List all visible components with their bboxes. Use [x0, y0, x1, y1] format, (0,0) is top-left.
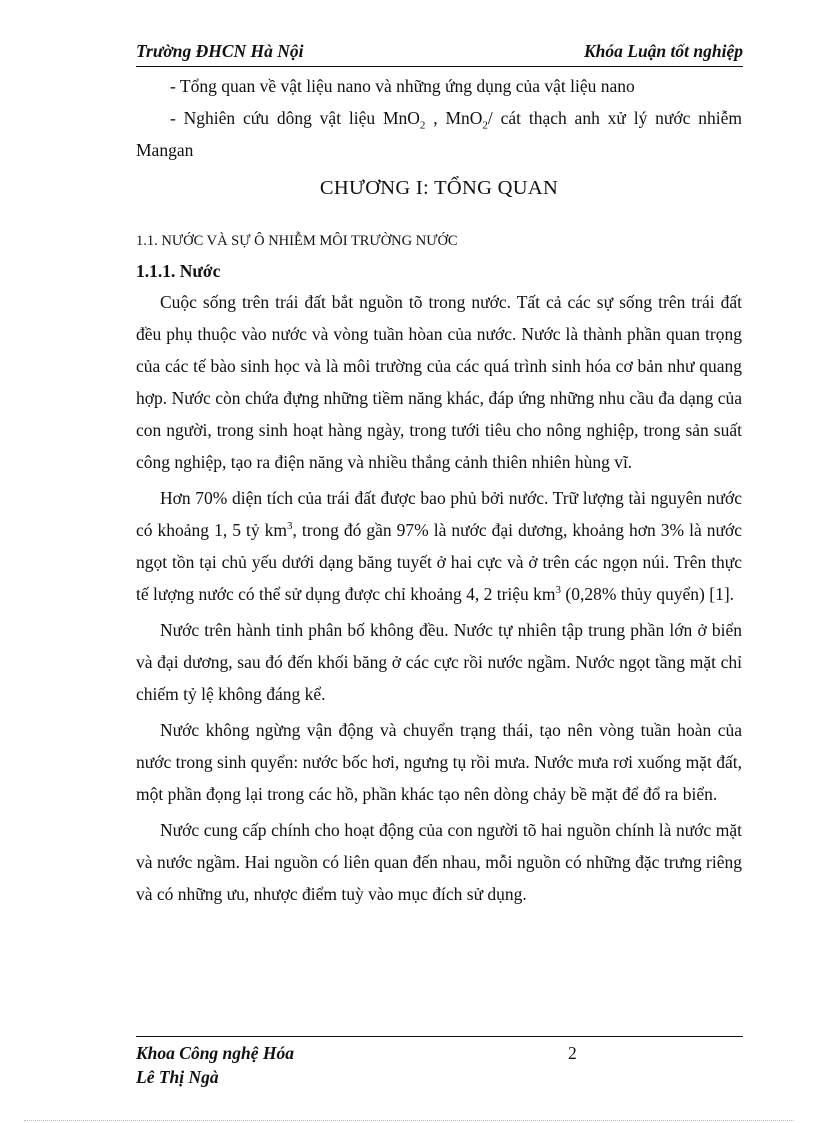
footer-author: Lê Thị Ngà [136, 1067, 219, 1087]
bullet-text-mid: , MnO [425, 108, 483, 128]
header-school: Trường ĐHCN Hà Nội [136, 41, 304, 61]
paragraph-text: , trong đó gần 97% là nước đại dương, khoảng hơn 3% là nước ngọt tồn tại chủ yếu dưới dạng băng tuyết ở hai cực và ở trên các ngọn núi. Trên thực tế lượng nước có thể sử dụng được chỉ khoảng 4, 2 triệu km [136, 520, 742, 604]
paragraph-text: (0,28% thủy quyển) [1]. [561, 584, 735, 604]
bullet-text-suffix: / cát thạch anh xử lý nước nhiễm Mangan [136, 108, 742, 160]
paragraph-water-cycle: Nước không ngừng vận động và chuyển trạng thái, tạo nên vòng tuần hoàn của nước trong sinh quyển: nước bốc hơi, ngưng tụ rồi mưa. Nước mưa rơi xuống mặt đất, một phần đọng lại trong các hồ, phần khác tạo nên dòng chảy bề mặt để đổ ra biển. [136, 720, 742, 804]
page-footer [136, 1036, 743, 1089]
footer-faculty: Khoa Công nghệ Hóa [136, 1043, 295, 1063]
page-bottom-divider [24, 1120, 794, 1121]
bullet-item-nano-overview: - Tổng quan về vật liệu nano và những ứng dụng của vật liệu nano [170, 76, 635, 96]
header-doc-type: Khóa Luận tốt nghiệp [583, 41, 743, 61]
superscript: 3 [555, 584, 562, 597]
bullet-item-mno2-research [136, 102, 742, 166]
paragraph-water-life: Cuộc sống trên trái đất bắt nguồn tõ trong nước. Tất cả các sự sống trên trái đất đều phụ thuộc vào nước và vòng tuần hòan của nước. Nước là thành phần quan trọng của các tế bào sinh học và là môi trường của các quá trình sinh hóa cơ bản như quang hợp. Nước còn chứa đựng những tiềm năng khác, đáp ứng những nhu cầu đa dạng của con người, trong sinh hoạt hàng ngày, trong tưới tiêu cho nông nghiệp, trong sản suất công nghiệp, tạo ra điện năng và nhiều thắng cảnh thiên nhiên hùng vĩ. [136, 292, 742, 472]
paragraph-text: Hơn 70% diện tích của trái đất được bao phủ bởi nước. Trữ lượng tài nguyên nước có khoảng 1, 5 tỷ km [136, 488, 742, 540]
page-body [136, 70, 742, 914]
subsection-title: 1.1.1. Nước [136, 261, 221, 281]
subscript: 2 [482, 119, 488, 132]
subscript: 2 [419, 119, 426, 132]
paragraph-water-reserves [136, 482, 742, 610]
paragraph-water-distribution: Nước trên hành tinh phân bố không đều. Nước tự nhiên tập trung phần lớn ở biển và đại dương, sau đó đến khối băng ở các cực rồi nước ngầm. Nước ngọt tầng mặt chỉ chiếm tỷ lệ không đáng kể. [136, 620, 742, 704]
chapter-title: CHƯƠNG I: TỔNG QUAN [319, 177, 559, 199]
page-number: 2 [568, 1043, 577, 1063]
paragraph-water-sources: Nước cung cấp chính cho hoạt động của con người tõ hai nguồn chính là nước mặt và nước ngầm. Hai nguồn có liên quan đến nhau, mỗi nguồn có những đặc trưng riêng và có những ưu, nhược điểm tuỳ vào mục đích sử dụng. [136, 820, 742, 904]
bullet-text-prefix: - Nghiên cứu dông vật liệu MnO [170, 108, 420, 128]
section-title: 1.1. NƯỚC VÀ SỰ Ô NHIỄM MÔI TRƯỜNG NƯỚC [136, 233, 458, 249]
superscript: 3 [286, 520, 293, 533]
page-header [136, 40, 743, 67]
